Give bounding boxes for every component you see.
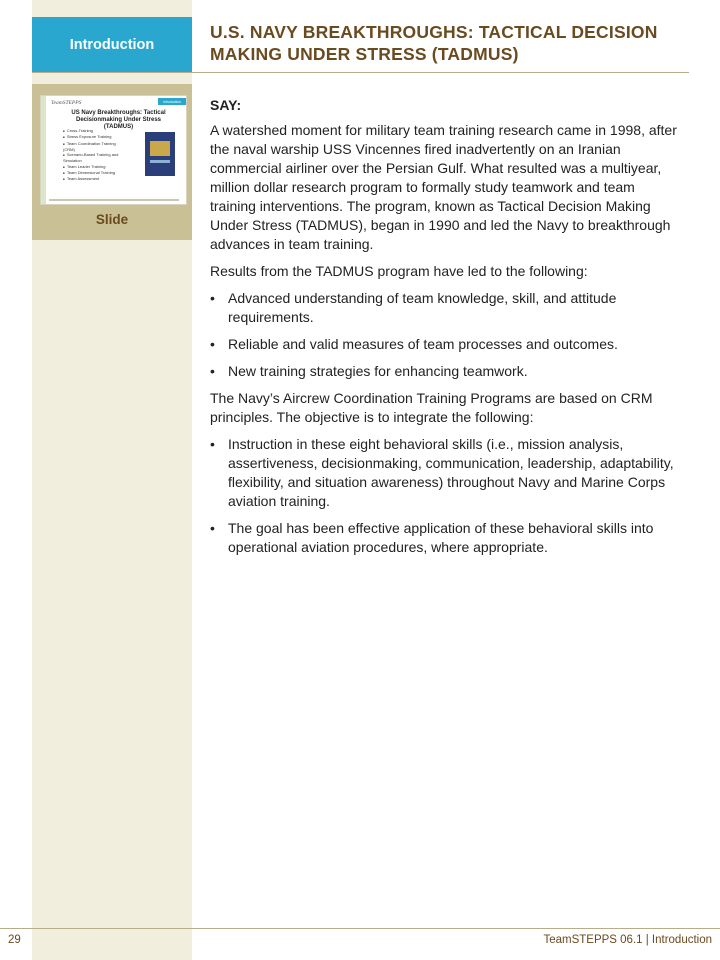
slide-label: Slide <box>95 212 129 227</box>
objectives-list <box>210 435 680 557</box>
slide-bullet: ■ Team Leader Training <box>63 164 125 170</box>
slide-section-tag: Introduction <box>158 98 186 105</box>
paragraph: The Navy’s Aircrew Coordination Training Programs are based on CRM principles. The objective is to integrate the following: <box>210 390 653 425</box>
say-label: SAY: <box>210 97 242 113</box>
page-title: U.S. NAVY BREAKTHROUGHS: TACTICAL DECISION MAKING UNDER STRESS (TADMUS) <box>210 22 658 64</box>
slide-bullet: ■ Stress Exposure Training <box>63 134 125 140</box>
footer-text: TeamSTEPPS 06.1 | Introduction <box>543 934 712 946</box>
results-list <box>210 289 680 381</box>
section-tab: Introduction <box>32 17 192 72</box>
list-item: • New training strategies for enhancing teamwork. <box>210 362 680 381</box>
list-item: • The goal has been effective application of these behavioral skills into operational aviation procedures, where appropriate. <box>210 519 680 557</box>
paragraph: Results from the TADMUS program have led to the following: <box>210 263 588 279</box>
list-item: • Instruction in these eight behavioral skills (i.e., mission analysis, assertiveness, decisionmaking, communication, leadership, adaptability, flexibility, and situation awareness) throughout Navy and Marine Corps aviation training. <box>210 435 680 511</box>
header-divider <box>32 72 689 73</box>
slide-footer-line <box>49 199 179 201</box>
slide-bullet: ■ Team Assessment <box>63 176 125 182</box>
slide-bullet: ■ Cross-Training <box>63 128 125 134</box>
slide-thumbnail-stripe <box>41 96 46 204</box>
slide-bullet: ■ Scenario-Based Training and Simulation <box>63 152 125 164</box>
main-content <box>210 96 680 565</box>
slide-bullet: ■ Team Dimensional Training <box>63 170 125 176</box>
list-item: • Advanced understanding of team knowledge, skill, and attitude requirements. <box>210 289 680 327</box>
slide-brand: TeamSTEPPS <box>51 100 82 106</box>
slide-bullet: ■ Team Coordination Training (CRM) <box>63 141 125 153</box>
list-item: • Reliable and valid measures of team processes and outcomes. <box>210 335 680 354</box>
slide-title: US Navy Breakthroughs: Tactical Decisionmaking Under Stress (TADMUS) <box>71 110 166 130</box>
page-number: 29 <box>8 934 21 946</box>
book-cover-image <box>145 132 175 176</box>
slide-bullet-list <box>63 128 125 183</box>
paragraph: A watershed moment for military team training research came in 1998, after the naval warship USS Vincennes fired inadvertently on an Iranian commercial airliner over the Persian Gulf. What resulted was a multiyear, million dollar research program to formally study teamwork and team training interventions. The program, known as Tactical Decision Making Under Stress (TADMUS), began in 1990 and led the Navy to breakthrough advances in team training. <box>210 122 677 252</box>
footer-divider <box>0 928 720 929</box>
slide-thumbnail <box>40 95 187 205</box>
